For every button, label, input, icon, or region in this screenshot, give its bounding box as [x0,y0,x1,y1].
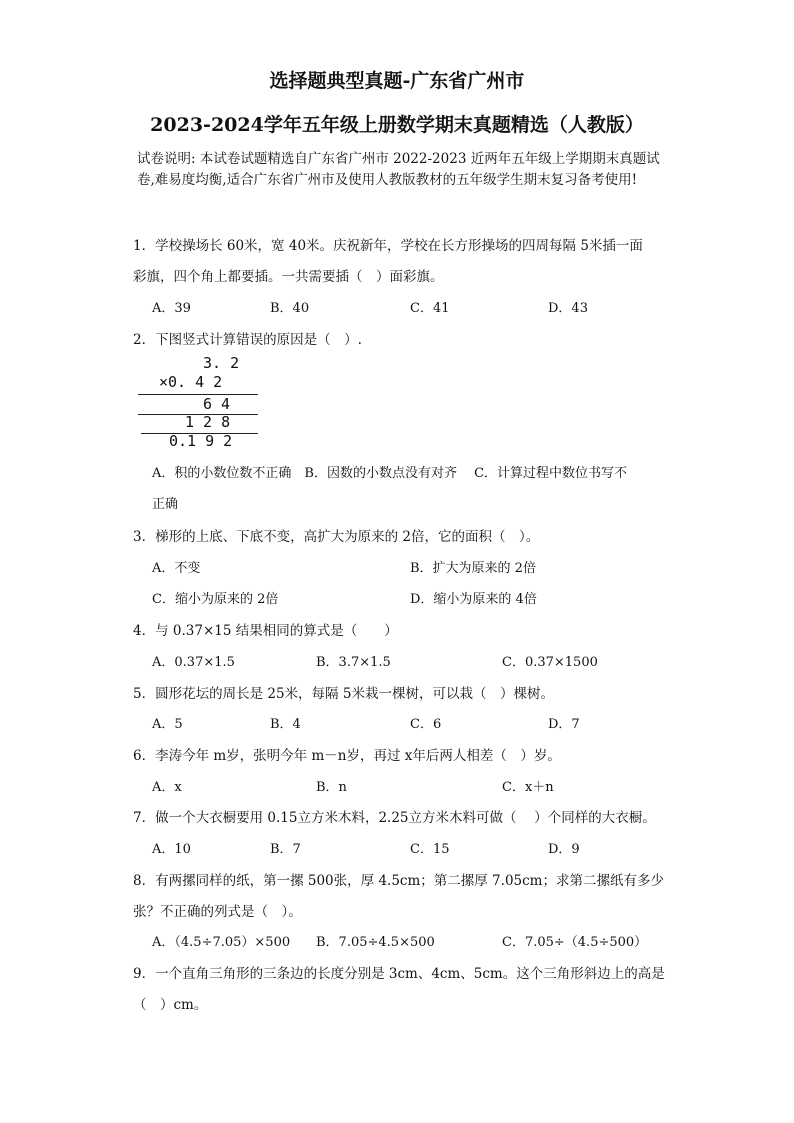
option-c[interactable]: C．15 [410,842,450,857]
option-b[interactable]: B．7 [270,842,301,857]
vertical-calculation-figure [133,350,263,450]
option-b[interactable]: B．n [316,780,347,795]
option-a[interactable]: A．39 [152,301,191,316]
option-c[interactable]: C．6 [410,717,442,732]
calc-row-partial-2: 1 2 8 [185,413,231,431]
question-8-text: 8．有两摞同样的纸，第一摞 500张，厚 4.5cm；第二摞厚 7.05cm；求第二摞纸有多少 [133,873,664,889]
intro-line: 试卷说明: 本试卷试题精选自广东省广州市 2022-2023 近两年五年级上学期期末真题试 [137,151,660,167]
option-a[interactable]: A．不变 [152,561,201,576]
question-6-text: 6．李涛今年 m岁，张明今年 m－n岁，再过 x年后两人相差（ ）岁。 [133,748,561,764]
option-a[interactable]: A．（4.5÷7.05）×500 [152,935,291,950]
option-c[interactable]: C．0.37×1500 [502,655,598,670]
question-1-text: 1．学校操场长 60米，宽 40米。庆祝新年，学校在长方形操场的四周每隔 5米插一面 [133,238,643,254]
option-a[interactable]: A．x [152,780,182,795]
option-b[interactable]: B．3.7×1.5 [316,655,391,670]
calc-row-multiplier: ×0. 4 2 [159,373,223,391]
question-8-text: 张？不正确的列式是（ ）。 [133,904,302,920]
option-c[interactable]: C．41 [410,301,450,316]
option-c[interactable]: C．7.05÷（4.5÷500） [502,935,648,950]
page-title: 选择题典型真题-广东省广州市 [269,70,525,92]
question-7-text: 7．做一个大衣橱要用 0.15立方米木料，2.25立方米木料可做（ ）个同样的大衣橱。 [133,810,656,826]
option-a[interactable]: A．5 [152,717,183,732]
question-2-text: 2．下图竖式计算错误的原因是（ ）. [133,332,362,348]
option-a[interactable]: A．10 [152,842,191,857]
calc-divider-line [138,394,258,395]
options-line: 正确 [152,497,179,512]
question-3-text: 3．梯形的上底、下底不变，高扩大为原来的 2倍，它的面积（ ）。 [133,529,540,545]
option-b[interactable]: B．扩大为原来的 2倍 [410,561,536,576]
option-d[interactable]: D．缩小为原来的 4倍 [410,592,537,607]
option-a[interactable]: A．0.37×1.5 [152,655,235,670]
calc-row-result: 0.1 9 2 [169,432,233,450]
option-d[interactable]: D．9 [548,842,580,857]
question-1-text: 彩旗，四个角上都要插。一共需要插（ ）面彩旗。 [133,269,444,285]
calc-row-partial-1: 6 4 [203,395,231,413]
option-c[interactable]: C．x＋n [502,780,554,795]
option-d[interactable]: D．7 [548,717,580,732]
option-b[interactable]: B．40 [270,301,310,316]
option-b[interactable]: B．4 [270,717,301,732]
question-5-text: 5．圆形花坛的周长是 25米，每隔 5米栽一棵树，可以栽（ ）棵树。 [133,686,554,702]
calc-row-multiplicand: 3. 2 [203,354,240,372]
options-line[interactable]: A．积的小数位数不正确 B．因数的小数点没有对齐 C．计算过程中数位书写不 [152,466,628,481]
question-9-text: 9．一个直角三角形的三条边的长度分别是 3cm、4cm、5cm。这个三角形斜边上的高是 [133,966,665,982]
question-4-text: 4．与 0.37×15 结果相同的算式是（ ） [133,623,398,639]
intro-line: 卷,难易度均衡,适合广东省广州市及使用人教版教材的五年级学生期末复习备考使用! [137,172,638,188]
option-b[interactable]: B．7.05÷4.5×500 [316,935,435,950]
option-c[interactable]: C．缩小为原来的 2倍 [152,592,279,607]
question-9-text: （ ）cm。 [133,997,208,1013]
page-subtitle: 2023-2024学年五年级上册数学期末真题精选（人教版） [150,114,644,136]
option-d[interactable]: D．43 [548,301,588,316]
